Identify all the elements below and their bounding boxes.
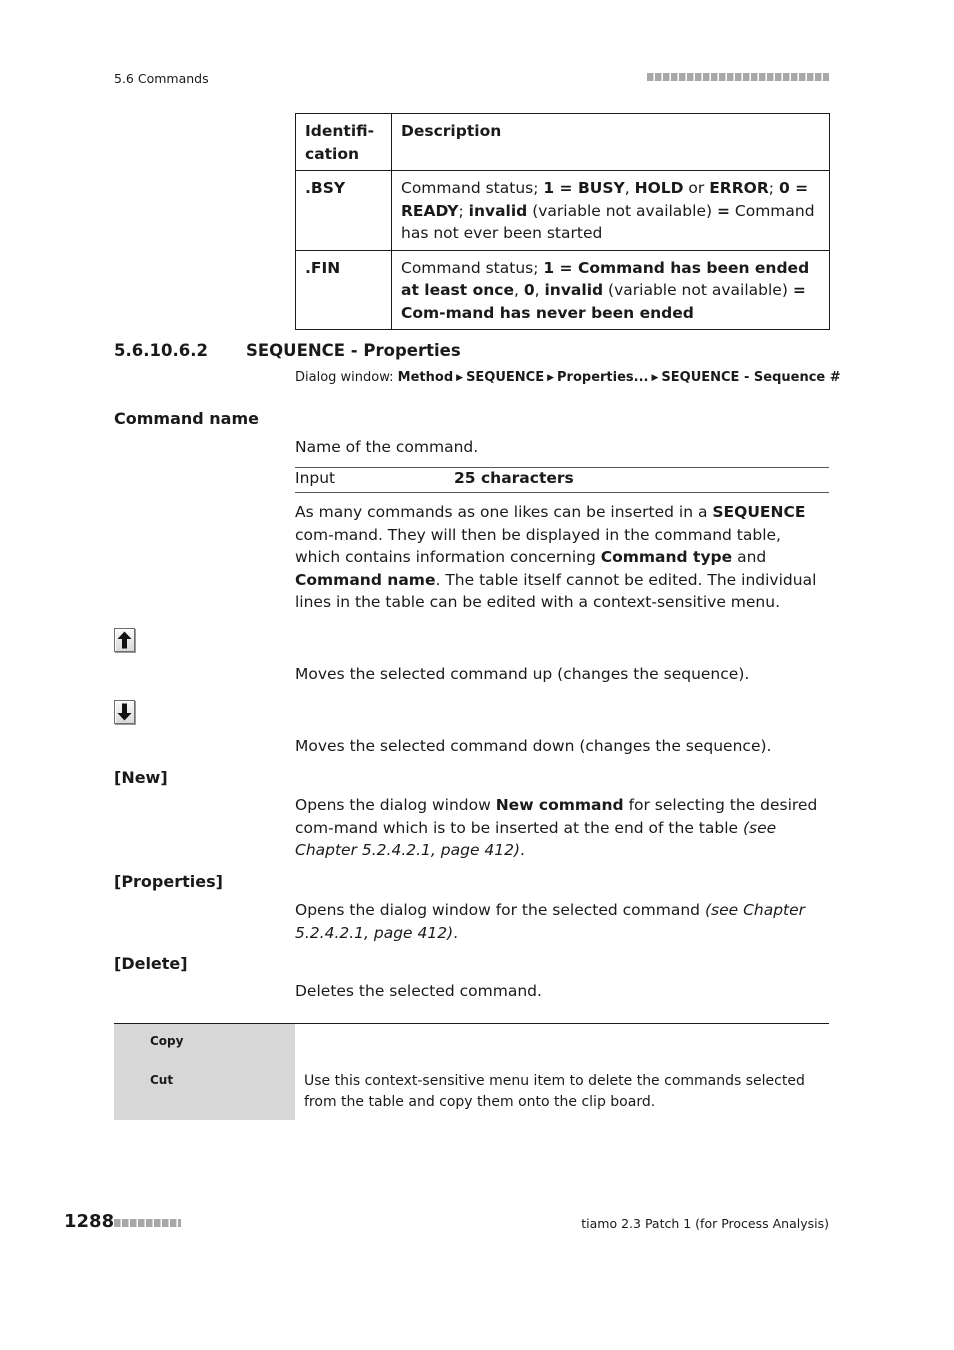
row-id-fin: .FIN [296,250,392,330]
command-name-desc: Name of the command. [295,438,479,456]
dialog-path: Dialog window: Method ▶ SEQUENCE ▶ Properties... ▶ SEQUENCE - Sequence # [295,370,841,385]
section-number: 5.6.10.6.2 [114,341,208,360]
table-row [296,250,830,330]
term-new: [New] [114,768,168,787]
term-command-name: Command name [114,409,259,428]
header-identification: Identifi- cation [296,114,392,171]
row-desc-fin: Command status; 1 = Command has been ended at least once, 0, invalid (variable not available) = Com-mand has never been ended [392,250,830,330]
table-header-row [296,114,830,171]
move-up-desc: Moves the selected command up (changes the sequence). [295,665,750,683]
header-dots [647,73,829,81]
move-up-button[interactable] [114,628,135,652]
move-down-desc: Moves the selected command down (changes the sequence). [295,737,772,755]
table-row [296,171,830,251]
arrow-down-icon [117,703,132,721]
running-foot: tiamo 2.3 Patch 1 (for Process Analysis) [581,1216,829,1231]
footer-dots [114,1219,181,1227]
cut-desc: Use this context-sensitive menu item to delete the commands selected from the table and copy them onto the clip board. [304,1073,805,1110]
properties-desc: Opens the dialog window for the selected command (see Chapter 5.2.4.2.1, page 412). [295,901,806,942]
context-menu-box [114,1024,295,1120]
path-arrow-icon: ▶ [456,373,464,383]
chapter-link[interactable]: (see Chapter 5.2.4.2.1, page 412) [295,901,806,942]
input-spec-row [295,467,829,493]
input-value: 25 characters [454,469,574,487]
section-title: SEQUENCE - Properties [246,341,461,360]
term-properties: [Properties] [114,872,223,891]
identification-table [295,113,830,330]
header-description: Description [392,114,830,171]
path-arrow-icon: ▶ [651,373,659,383]
chapter-link[interactable]: (see Chapter 5.2.4.2.1, page 412) [295,818,777,860]
row-desc-bsy: Command status; 1 = BUSY, HOLD or ERROR; 0 = READY; invalid (variable not available) = Command has not ever been started [392,171,830,251]
page-number: 1288 [64,1211,115,1232]
command-table-paragraph: As many commands as one likes can be inserted in a SEQUENCE com-mand. They will then be displayed in the command table, which contains information concerning Command type and Command name. The table itself cannot be edited. The individual lines in the table can be edited with a context-sensitive menu. [295,503,817,612]
new-desc: Opens the dialog window New command for selecting the desired com-mand which is to be inserted at the end of the table (see Chapter 5.2.4.2.1, page 412). [295,796,818,860]
delete-desc: Deletes the selected command. [295,982,542,1000]
arrow-up-icon [117,631,132,649]
term-delete: [Delete] [114,954,188,973]
menu-item-copy[interactable]: Copy [150,1034,184,1048]
input-label: Input [295,469,336,487]
row-id-bsy: .BSY [296,171,392,251]
move-down-button[interactable] [114,700,135,724]
running-head: 5.6 Commands [114,71,209,86]
path-arrow-icon: ▶ [547,373,555,383]
menu-item-cut[interactable]: Cut [150,1073,174,1087]
